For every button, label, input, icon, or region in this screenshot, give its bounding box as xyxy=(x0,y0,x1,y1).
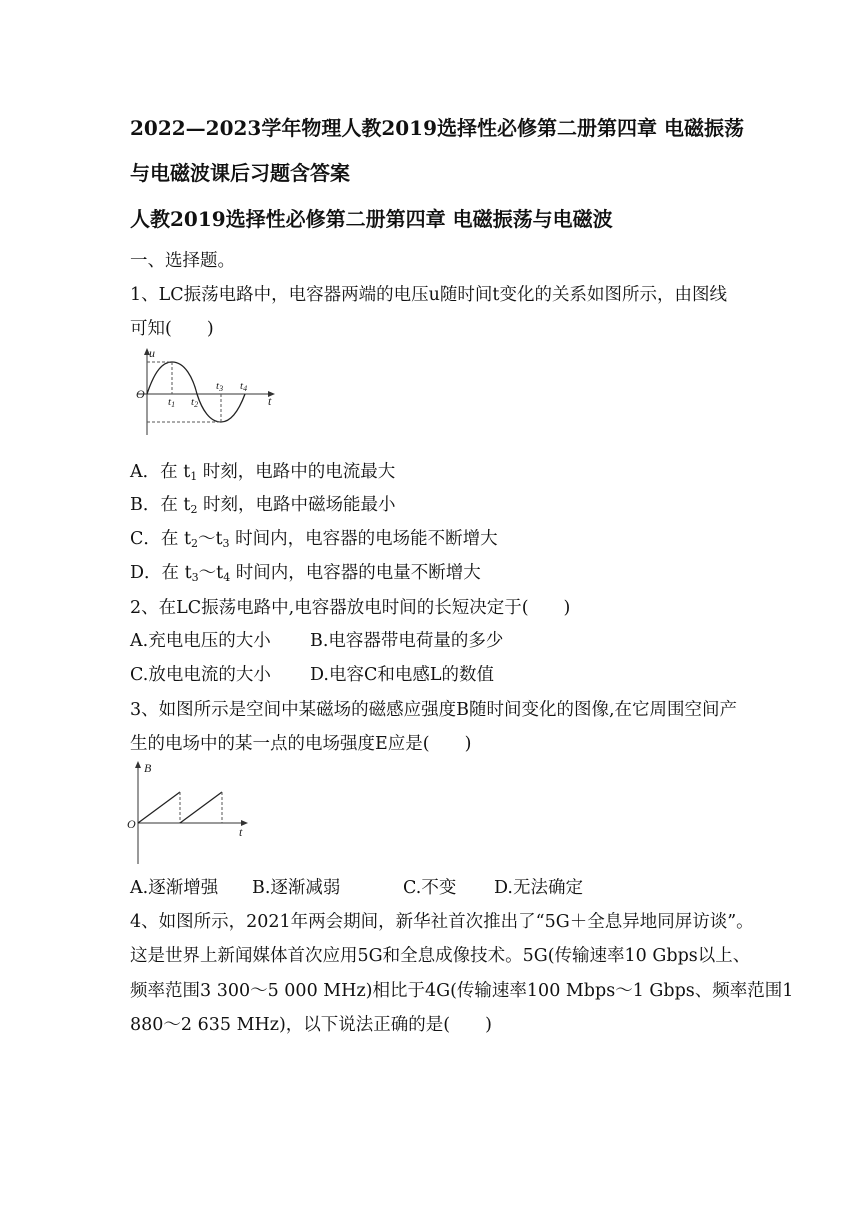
q1-figure-u-t-graph xyxy=(130,345,280,440)
q1-voltage-curve xyxy=(147,362,248,422)
q1-label-t1: t1 xyxy=(168,396,176,409)
q2-option-c: C.放电电流的大小 xyxy=(130,665,271,685)
q1-label-t3: t3 xyxy=(216,380,224,393)
q1-option-d: D．在 $t_3\sim t_4$ 时间内，电容器的电量不断增大 xyxy=(130,563,481,584)
q4-line2: 这是世界上新闻媒体首次应用5G和全息成像技术。5G(传输速率10 Gbps以上、 xyxy=(130,946,751,966)
q2-option-d: D.电容C和电感L的数值 xyxy=(310,665,494,685)
q1-option-c: C．在 $t_2\sim t_3$ 时间内，电容器的电场能不断增大 xyxy=(130,529,498,550)
q3-label-b: B xyxy=(144,761,152,775)
q1-label-t4: t4 xyxy=(240,380,248,393)
section-heading: 一、选择题。 xyxy=(130,251,235,271)
q1-stem-line1: 1、LC振荡电路中，电容器两端的电压u随时间t变化的关系如图所示，由图线 xyxy=(130,285,727,305)
q4-line3: 频率范围3 300～5 000 MHz)相比于4G(传输速率100 Mbps～1 Gbps、频率范围1 xyxy=(130,981,794,1001)
q4-line1: 4、如图所示，2021年两会期间，新华社首次推出了“5G＋全息异地同屏访谈”。 xyxy=(130,912,754,932)
q1-option-a: A．在 $t_1$ 时刻，电路中的电流最大 xyxy=(130,462,396,483)
q3-label-t: t xyxy=(239,825,243,839)
q3-ramp-1 xyxy=(138,792,180,823)
doc-title-line2: 与电磁波课后习题含答案 xyxy=(130,161,350,185)
q1-label-t: t xyxy=(268,394,272,408)
q1-label-origin: O xyxy=(136,387,145,401)
q3-option-c: C.不变 xyxy=(403,878,457,898)
q1-option-b: B．在 $t_2$ 时刻，电路中磁场能最小 xyxy=(130,495,396,516)
q3-label-origin: O xyxy=(127,817,136,831)
q3-stem-line2: 生的电场中的某一点的电场强度E应是( ) xyxy=(130,734,472,754)
q2-option-b: B.电容器带电荷量的多少 xyxy=(310,631,504,651)
q2-option-a: A.充电电压的大小 xyxy=(130,631,271,651)
q3-ramp-2 xyxy=(180,792,222,823)
q3-option-a: A.逐渐增强 xyxy=(130,878,219,898)
q1-label-t2: t2 xyxy=(191,396,199,409)
doc-title-line1: 2022—2023学年物理人教2019选择性必修第二册第四章 电磁振荡 xyxy=(130,116,744,140)
q3-figure-b-t-graph xyxy=(125,758,255,868)
q3-option-b: B.逐渐减弱 xyxy=(252,878,341,898)
q1-label-u: u xyxy=(149,346,155,360)
q1-stem-line2: 可知( ) xyxy=(130,319,214,339)
q2-stem: 2、在LC振荡电路中,电容器放电时间的长短决定于( ) xyxy=(130,598,571,618)
q3-stem-line1: 3、如图所示是空间中某磁场的磁感应强度B随时间变化的图像,在它周围空间产 xyxy=(130,700,738,720)
q3-b-axis-arrow xyxy=(135,761,141,768)
q3-option-d: D.无法确定 xyxy=(494,878,583,898)
doc-subtitle: 人教2019选择性必修第二册第四章 电磁振荡与电磁波 xyxy=(130,207,613,231)
q4-line4: 880～2 635 MHz)，以下说法正确的是( ) xyxy=(130,1015,492,1035)
